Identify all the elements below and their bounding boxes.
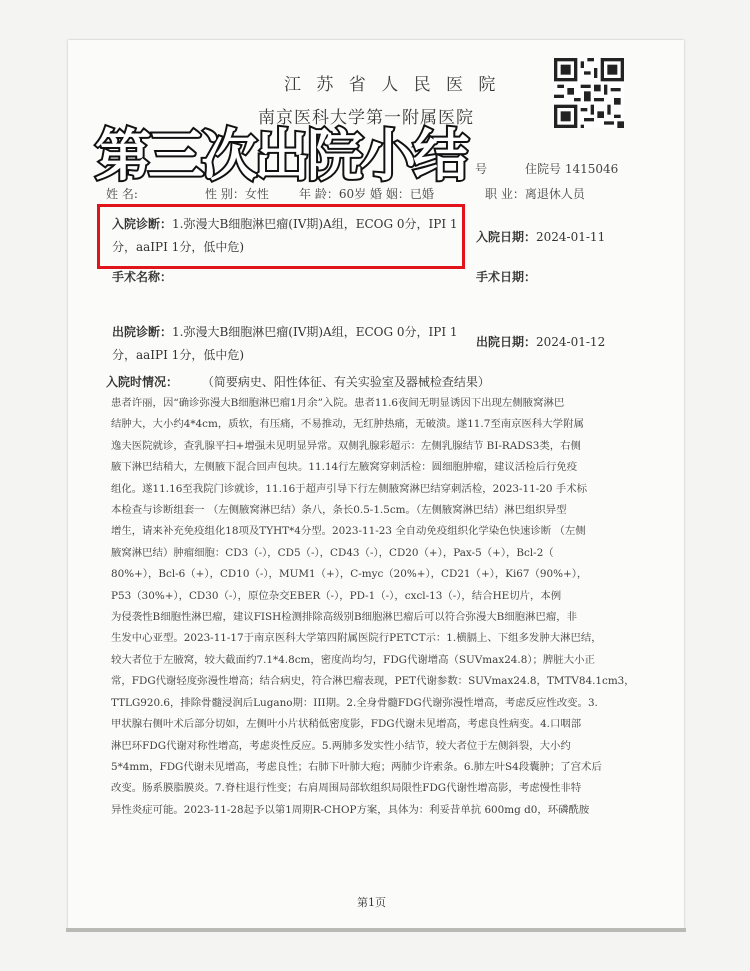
history-line: 本检查与诊断组套一 （左侧腋窝淋巴结）条八，条长0.5-1.5cm。（左侧腋窝淋巴结）淋巴组织异型 <box>111 504 567 517</box>
admission-diagnosis-line2: 分，aaIPI 1分，低中危) <box>112 240 244 254</box>
history-line: 5*4mm，FDG代谢未见增高，考虑良性；右肺下叶肺大疱；两肺少许索条。6.肺左叶S4段囊肿；了宫术后 <box>111 760 602 773</box>
history-line: 组化。遂11.16至我院门诊就诊，11.16于超声引导下行左侧腋窝淋巴结穿刺活检，2023-11-20 手术标 <box>111 482 587 495</box>
history-line: 异性炎症可能。2023-11-28起予以第1周期R-CHOP方案，具体为：利妥昔单抗 600mg d0，环磷酰胺 <box>111 803 590 816</box>
history-line: 为侵袭性B细胞性淋巴瘤，建议FISH检测排除高级别B细胞淋巴瘤后可以符合弥漫大B细胞淋巴瘤，非 <box>111 611 578 624</box>
admission-date <box>476 228 605 245</box>
admission-status-heading <box>106 373 490 390</box>
admission-status-note: （简要病史、阳性体征、有关实验室及器械检查结果） <box>201 375 490 389</box>
history-line: 生发中心亚型。2023-11-17于南京医科大学第四附属医院行PETCT示：1.横膈上、下组多发肿大淋巴结， <box>111 632 602 645</box>
page-edge-shadow <box>66 928 686 932</box>
patient-name-label: 姓 名: <box>106 187 138 201</box>
patient-gender: 性 别：女性 <box>205 187 269 201</box>
patient-marital: 婚 姻：已婚 <box>370 187 434 201</box>
history-line: 增生，请来补充免疫组化18项及TYHT*4分型。2023-11-23 全自动免疫组织化学染色快速诊断 （左侧 <box>111 525 586 538</box>
admission-status-label: 入院时情况： <box>106 375 179 389</box>
patient-occupation: 职 业：离退休人员 <box>485 187 585 201</box>
history-line: 改变。肠系膜脂膜炎。7.脊柱退行性变；右肩周围局部软组织局限性FDG代谢性增高影，考虑慢性非特 <box>111 782 582 795</box>
discharge-diagnosis <box>112 323 458 340</box>
hospital-name: 江 苏 省 人 民 医 院 <box>284 75 501 95</box>
history-line: 淋巴环FDG代谢对称性增高，考虑炎性反应。5.两肺多发实性小结节，较大者位于左侧斜裂，大小约 <box>111 739 571 752</box>
history-line: 腋窝淋巴结）肿瘤细胞：CD3（-），CD5（-），CD43（-），CD20（+），Pax-5（+），Bcl-2（ <box>111 546 554 559</box>
history-line: 较大者位于左腋窝，较大截面约7.1*4.8cm，密度尚均匀，FDG代谢增高（SUVmax24.8）；脾脏大小正 <box>111 653 595 666</box>
history-line: P53（30%+），CD30（-），原位杂交EBER（-），PD-1（-），cxcl-13（-），结合HE切片，本例 <box>111 589 562 602</box>
discharge-diagnosis-label: 出院诊断： <box>112 325 173 339</box>
medical-history-text <box>111 393 656 821</box>
page-number: 第1页 <box>357 896 386 909</box>
highlight-box <box>97 204 465 269</box>
discharge-diagnosis-line1: 1.弥漫大B细胞淋巴瘤(IV期)A组，ECOG 0分，IPI 1 <box>172 325 458 339</box>
history-line: 腋下淋巴结稍大，左侧腋下混合回声包块。11.14行左腋窝穿刺活检：圆细胞肿瘤，建议活检后行免疫 <box>111 461 578 474</box>
admission-date-value: 2024-01-11 <box>536 230 606 244</box>
discharge-date <box>476 333 605 350</box>
history-line: 逸夫医院就诊，查乳腺平扫+增强未见明显异常。双侧乳腺彩超示：左侧乳腺结节 BI-RADS3类，右侧 <box>111 439 581 452</box>
discharge-date-value: 2024-01-12 <box>536 335 606 349</box>
history-line: 常，FDG代谢轻度弥漫性增高；结合病史，符合淋巴瘤表现，PET代谢参数：SUVmax24.8，TMTV84.1cm3， <box>111 675 635 688</box>
admission-diagnosis-line1: 1.弥漫大B细胞淋巴瘤(IV期)A组，ECOG 0分，IPI 1 <box>172 217 458 231</box>
hospital-affiliation: 南京医科大学第一附属医院 <box>258 108 474 128</box>
surgery-name-label: 手术名称： <box>112 270 173 284</box>
admission-diagnosis <box>112 215 458 232</box>
qr-code <box>554 58 624 128</box>
patient-age: 年 龄：60岁 <box>299 187 367 201</box>
history-line: 80%+），Bcl-6（+），CD10（-），MUM1（+），C-myc（20%+），CD21（+），Ki67（90%+）， <box>111 568 588 581</box>
discharge-date-label: 出院日期： <box>476 335 537 349</box>
discharge-diagnosis-line2: 分，aaIPI 1分，低中危) <box>112 348 244 362</box>
admission-date-label: 入院日期： <box>476 230 537 244</box>
history-line: TTLG920.6，排除骨髓浸润后Lugano期：III期。2.全身骨髓FDG代谢弥漫性增高，考虑反应性改变。3. <box>111 696 598 709</box>
overlay-title: 第三次出院小结 <box>95 124 466 189</box>
history-line: 患者许丽，因“确诊弥漫大B细胞淋巴瘤1月余”入院。患者11.6夜间无明显诱因下出现左侧腋窝淋巴 <box>111 397 565 409</box>
header-fragment: 号 <box>475 162 488 176</box>
admission-number: 住院号 1415046 <box>525 162 619 176</box>
admission-diagnosis-label: 入院诊断： <box>112 217 173 231</box>
history-line: 结肿大，大小约4*4cm，质软，有压痛，不易推动，无红肿热痛，无破溃。遂11.7至南京医科大学附属 <box>111 418 584 431</box>
surgery-date-label: 手术日期： <box>476 270 537 284</box>
history-line: 甲状腺右侧叶术后部分切如，左侧叶小片状稍低密度影，FDG代谢未见增高，考虑良性病变。4.口咽部 <box>111 718 582 731</box>
